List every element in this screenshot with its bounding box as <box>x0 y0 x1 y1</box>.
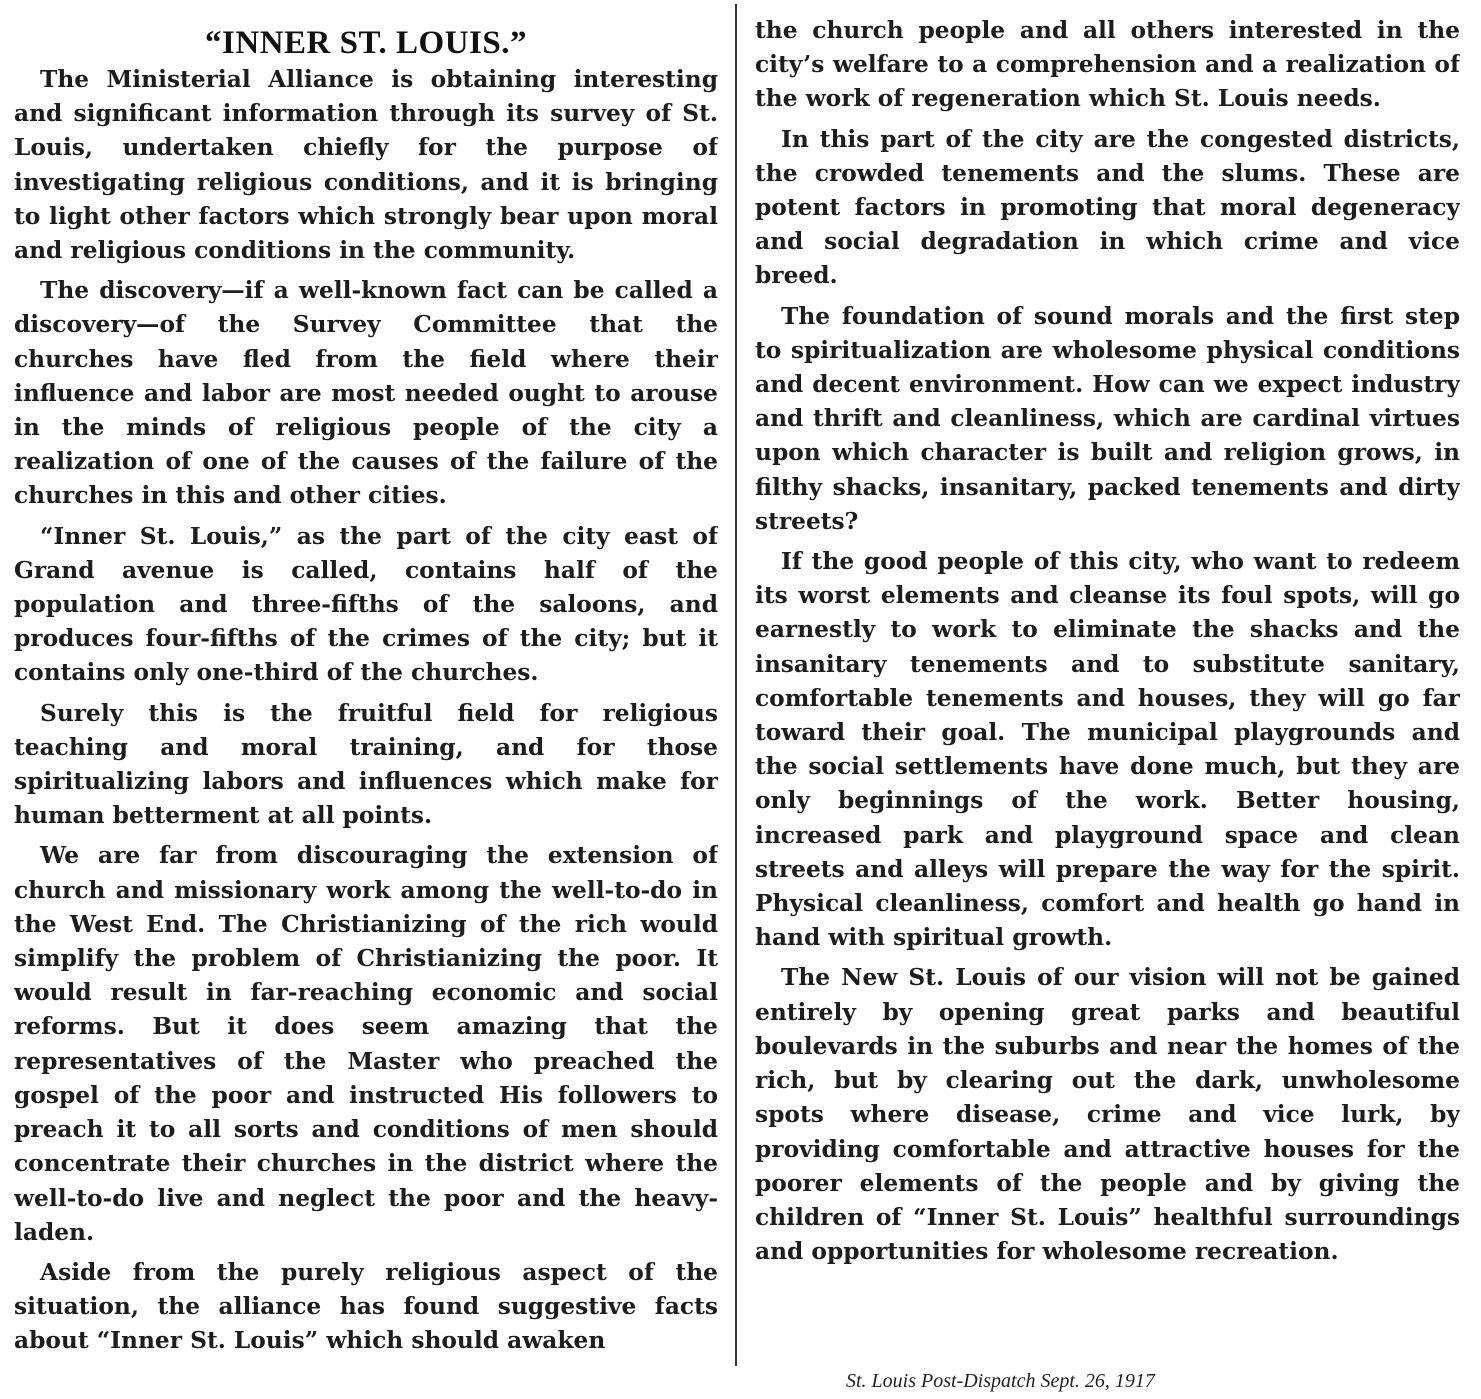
paragraph: The foundation of sound morals and the first step to spiritualization are wholesome physical conditions and decent environment. How can we expect industry and thrift and cleanliness, which are cardinal virtues upon which character is built and religion grows, in filthy shacks, insanitary, packed tenements and dirty streets? <box>755 302 1460 535</box>
paragraph: “Inner St. Louis,” as the part of the city east of Grand avenue is called, contains half of the population and three-fifths of the saloons, and produces four-fifths of the crimes of the city; but it contains only one-third of the churches. <box>14 522 718 687</box>
paragraph: The Ministerial Alliance is obtaining interesting and significant information through its survey of St. Louis, undertaken chiefly for the purpose of investigating religious conditions, and it is bringing to light other factors which strongly bear upon moral and religious conditions in the community. <box>14 66 718 265</box>
paragraph: We are far from discouraging the extension of church and missionary work among the well-to-do in the West End. The Christianizing of the rich would simplify the problem of Christianizing the poor. It would result in far-reaching economic and social reforms. But it does seem amazing that the representatives of the Master who preached the gospel of the poor and instructed His followers to preach it to all sorts and conditions of men should concentrate their churches in the district where the well-to-do live and neglect the poor and the heavy-laden. <box>14 842 718 1246</box>
paragraph: In this part of the city are the congested districts, the crowded tenements and the slums. These are potent factors in promoting that moral degeneracy and social degradation in which crime and vice breed. <box>755 125 1460 290</box>
paragraph: Surely this is the fruitful field for religious teaching and moral training, and for those spiritualizing labors and influences which make for human betterment at all points. <box>14 699 718 830</box>
paragraph: the church people and all others interested in the city’s welfare to a comprehension and a realization of the work of regeneration which St. Louis needs. <box>755 17 1460 113</box>
source-caption: St. Louis Post-Dispatch Sept. 26, 1917 <box>846 1370 1155 1392</box>
paragraph: The New St. Louis of our vision will not be gained entirely by opening great parks and beautiful boulevards in the suburbs and near the homes of the rich, but by clearing out the dark, unwholesome spots where disease, crime and vice lurk, by providing comfortable and attractive houses for the poorer elements of the people and by giving the children of “Inner St. Louis” healthful surroundings and opportunities for wholesome recreation. <box>755 964 1460 1266</box>
right-column <box>755 0 1460 1370</box>
paragraph: The discovery—if a well-known fact can be called a discovery—of the Survey Committee that the churches have fled from the field where their influence and labor are most needed ought to arouse in the minds of religious people of the city a realization of one of the causes of the failure of the churches in this and other cities. <box>14 277 718 510</box>
paragraph: Aside from the purely religious aspect of the situation, the alliance has found suggestive facts about “Inner St. Louis” which should awaken <box>14 1258 718 1355</box>
column-divider <box>735 4 737 1366</box>
paragraph: If the good people of this city, who want to redeem its worst elements and cleanse its foul spots, will go earnestly to work to eliminate the shacks and the insanitary tenements and to substitute sanitary, comfortable tenements and houses, they will go far toward their goal. The municipal playgrounds and the social settlements have done much, but they are only beginnings of the work. Better housing, increased park and playground space and clean streets and alleys will prepare the way for the spirit. Physical cleanliness, comfort and health go hand in hand with spiritual growth. <box>755 548 1460 952</box>
article-title: “INNER ST. LOUIS.” <box>205 25 527 61</box>
left-column <box>14 0 718 1370</box>
